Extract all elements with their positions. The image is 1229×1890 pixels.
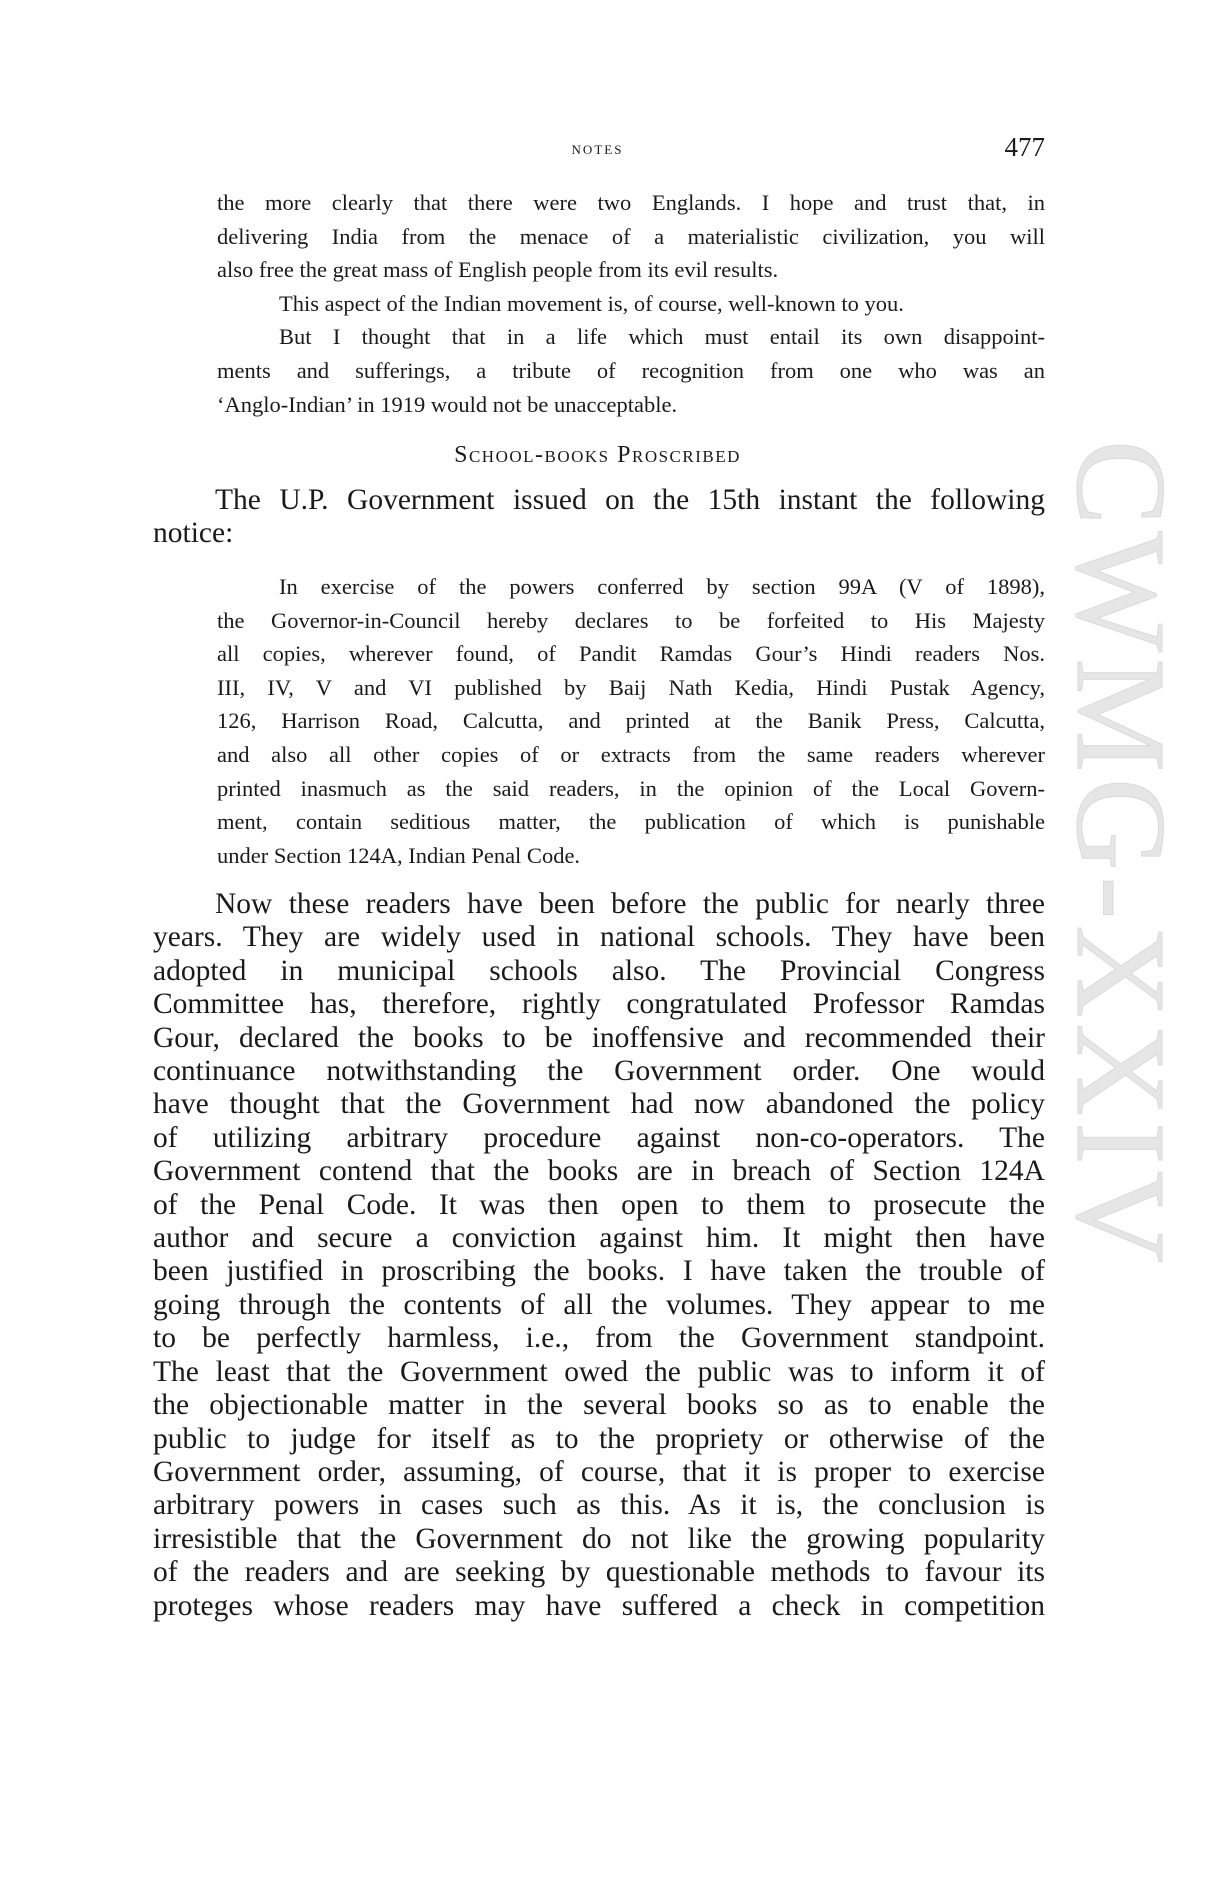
text-line: and also all other copies of or extracts from the same readers wherever [217, 741, 1045, 767]
intro-paragraph [153, 484, 1045, 551]
letter-paragraph-2 [217, 287, 1045, 421]
text-line: In exercise of the powers conferred by section 99A (V of 1898), [279, 574, 1045, 599]
notice-quotation [217, 570, 1045, 872]
text-line: of utilizing arbitrary procedure against non-co-operators. The [153, 1121, 1045, 1154]
text-line: This aspect of the Indian movement is, of course, well-known to you. [279, 290, 904, 316]
text-line: public to judge for itself as to the propriety or otherwise of the [153, 1422, 1045, 1455]
text-line: Committee has, therefore, rightly congratulated Professor Ramdas [153, 988, 1045, 1021]
text-line: of the readers and are seeking by questionable methods to favour its [153, 1556, 1045, 1589]
text-line: ment, contain seditious matter, the publication of which is punishable [217, 809, 1045, 835]
text-line: ments and sufferings, a tribute of recognition from one who was an [217, 357, 1045, 383]
text-line: Government contend that the books are in breach of Section 124A [153, 1155, 1045, 1188]
text-line: The U.P. Government issued on the 15th instant the following [215, 484, 1045, 516]
text-line: 126, Harrison Road, Calcutta, and printed at the Banik Press, Calcutta, [217, 708, 1045, 734]
text-line: the objectionable matter in the several books so as to enable the [153, 1389, 1045, 1422]
text-line: proteges whose readers may have suffered a check in competition [153, 1589, 1045, 1622]
text-line: of the Penal Code. It was then open to them to prosecute the [153, 1188, 1045, 1221]
body-paragraph [153, 888, 1045, 1623]
text-line: also free the great mass of English people from its evil results. [217, 257, 779, 283]
text-line: arbitrary powers in cases such as this. As it is, the conclusion is [153, 1489, 1045, 1522]
text-line: under Section 124A, Indian Penal Code. [217, 842, 581, 868]
running-title: notes [571, 138, 624, 159]
text-line: printed inasmuch as the said readers, in the opinion of the Local Govern- [217, 775, 1045, 801]
text-line: ‘Anglo-Indian’ in 1919 would not be unacceptable. [217, 391, 678, 417]
text-line: continuance notwithstanding the Government order. One would [153, 1055, 1045, 1088]
letter-continuation [217, 186, 1045, 421]
text-line: notice: [153, 517, 234, 550]
text-line: adopted in municipal schools also. The Provincial Congress [153, 954, 1045, 987]
text-line: irresistible that the Government do not like the growing popularity [153, 1522, 1045, 1555]
page-number: 477 [1004, 132, 1045, 162]
letter-paragraph-1 [217, 186, 1045, 287]
text-line: the more clearly that there were two Englands. I hope and trust that, in [217, 190, 1045, 215]
watermark-text: CWMG-XXIV [1050, 440, 1192, 1269]
text-line: Government order, assuming, of course, that it is proper to exercise [153, 1455, 1045, 1488]
text-line: Now these readers have been before the public for nearly three [215, 888, 1045, 920]
text-line: all copies, wherever found, of Pandit Ramdas Gour’s Hindi readers Nos. [217, 641, 1045, 667]
text-line: delivering India from the menace of a materialistic civilization, you will [217, 223, 1045, 249]
text-line: years. They are widely used in national schools. They have been [153, 921, 1045, 954]
text-line: But I thought that in a life which must entail its own disappoint- [279, 324, 1045, 350]
text-line: going through the contents of all the volumes. They appear to me [153, 1288, 1045, 1321]
text-line: Gour, declared the books to be inoffensive and recommended their [153, 1021, 1045, 1054]
cwmg-watermark [1040, 440, 1200, 1500]
running-head [150, 132, 1045, 166]
text-line: author and secure a conviction against him. It might then have [153, 1222, 1045, 1255]
section-heading: School-books Proscribed [454, 442, 741, 468]
text-line: The least that the Government owed the public was to inform it of [153, 1355, 1045, 1388]
watermark-graphic [1040, 440, 1200, 1500]
text-line: been justified in proscribing the books. I have taken the trouble of [153, 1255, 1045, 1288]
text-line: have thought that the Government had now abandoned the policy [153, 1088, 1045, 1121]
text-line: III, IV, V and VI published by Baij Nath Kedia, Hindi Pustak Agency, [217, 674, 1045, 700]
text-line: to be perfectly harmless, i.e., from the Government standpoint. [153, 1322, 1045, 1355]
text-line: the Governor-in-Council hereby declares to be forfeited to His Majesty [217, 607, 1045, 633]
